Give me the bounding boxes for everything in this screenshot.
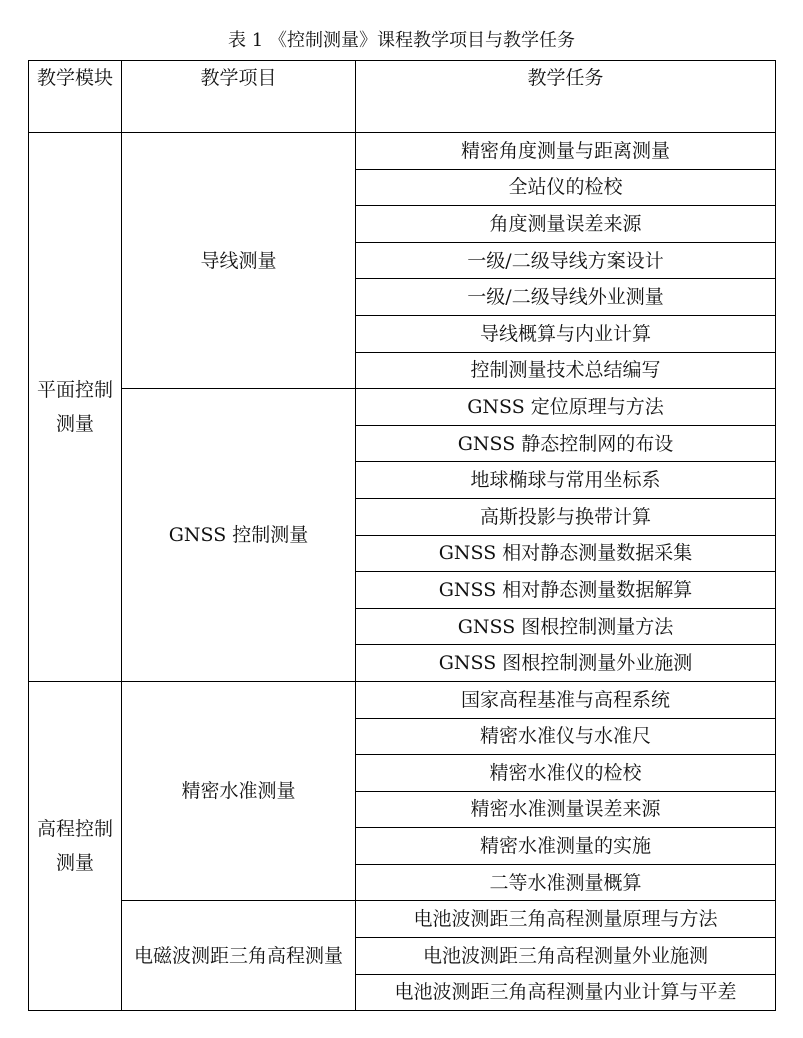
table-row [29,901,776,938]
table-row [29,389,776,426]
table-row [29,681,776,718]
task-cell: 全站仪的检校 [356,169,776,206]
course-table [28,60,776,1011]
task-cell: 角度测量误差来源 [356,206,776,243]
module-cell: 高程控制测量 [29,681,122,1010]
task-cell: 地球椭球与常用坐标系 [356,462,776,499]
task-cell: 精密水准仪与水准尺 [356,718,776,755]
task-cell: 二等水准测量概算 [356,864,776,901]
task-cell: GNSS 图根控制测量外业施测 [356,645,776,682]
task-cell: GNSS 图根控制测量方法 [356,608,776,645]
project-cell: 电磁波测距三角高程测量 [122,901,356,1011]
table-row [29,133,776,170]
task-cell: 一级/二级导线方案设计 [356,242,776,279]
task-cell: 精密水准测量的实施 [356,828,776,865]
task-cell: GNSS 静态控制网的布设 [356,425,776,462]
task-cell: 电池波测距三角高程测量原理与方法 [356,901,776,938]
table-body [29,133,776,1011]
module-cell: 平面控制测量 [29,133,122,682]
task-cell: GNSS 相对静态测量数据采集 [356,535,776,572]
task-cell: GNSS 定位原理与方法 [356,389,776,426]
task-cell: 导线概算与内业计算 [356,315,776,352]
task-cell: 精密水准测量误差来源 [356,791,776,828]
task-cell: 一级/二级导线外业测量 [356,279,776,316]
task-cell: 控制测量技术总结编写 [356,352,776,389]
project-cell: 精密水准测量 [122,681,356,901]
header-task: 教学任务 [356,61,776,133]
task-cell: GNSS 相对静态测量数据解算 [356,572,776,609]
task-cell: 精密水准仪的检校 [356,755,776,792]
task-cell: 国家高程基准与高程系统 [356,681,776,718]
table-header-row [29,61,776,133]
table-caption: 表 1 《控制测量》课程教学项目与教学任务 [228,30,575,51]
project-cell: 导线测量 [122,133,356,389]
task-cell: 精密角度测量与距离测量 [356,133,776,170]
project-cell: GNSS 控制测量 [122,389,356,682]
task-cell: 电池波测距三角高程测量内业计算与平差 [356,974,776,1011]
task-cell: 电池波测距三角高程测量外业施测 [356,938,776,975]
header-module: 教学模块 [29,61,122,133]
header-project: 教学项目 [122,61,356,133]
task-cell: 高斯投影与换带计算 [356,498,776,535]
